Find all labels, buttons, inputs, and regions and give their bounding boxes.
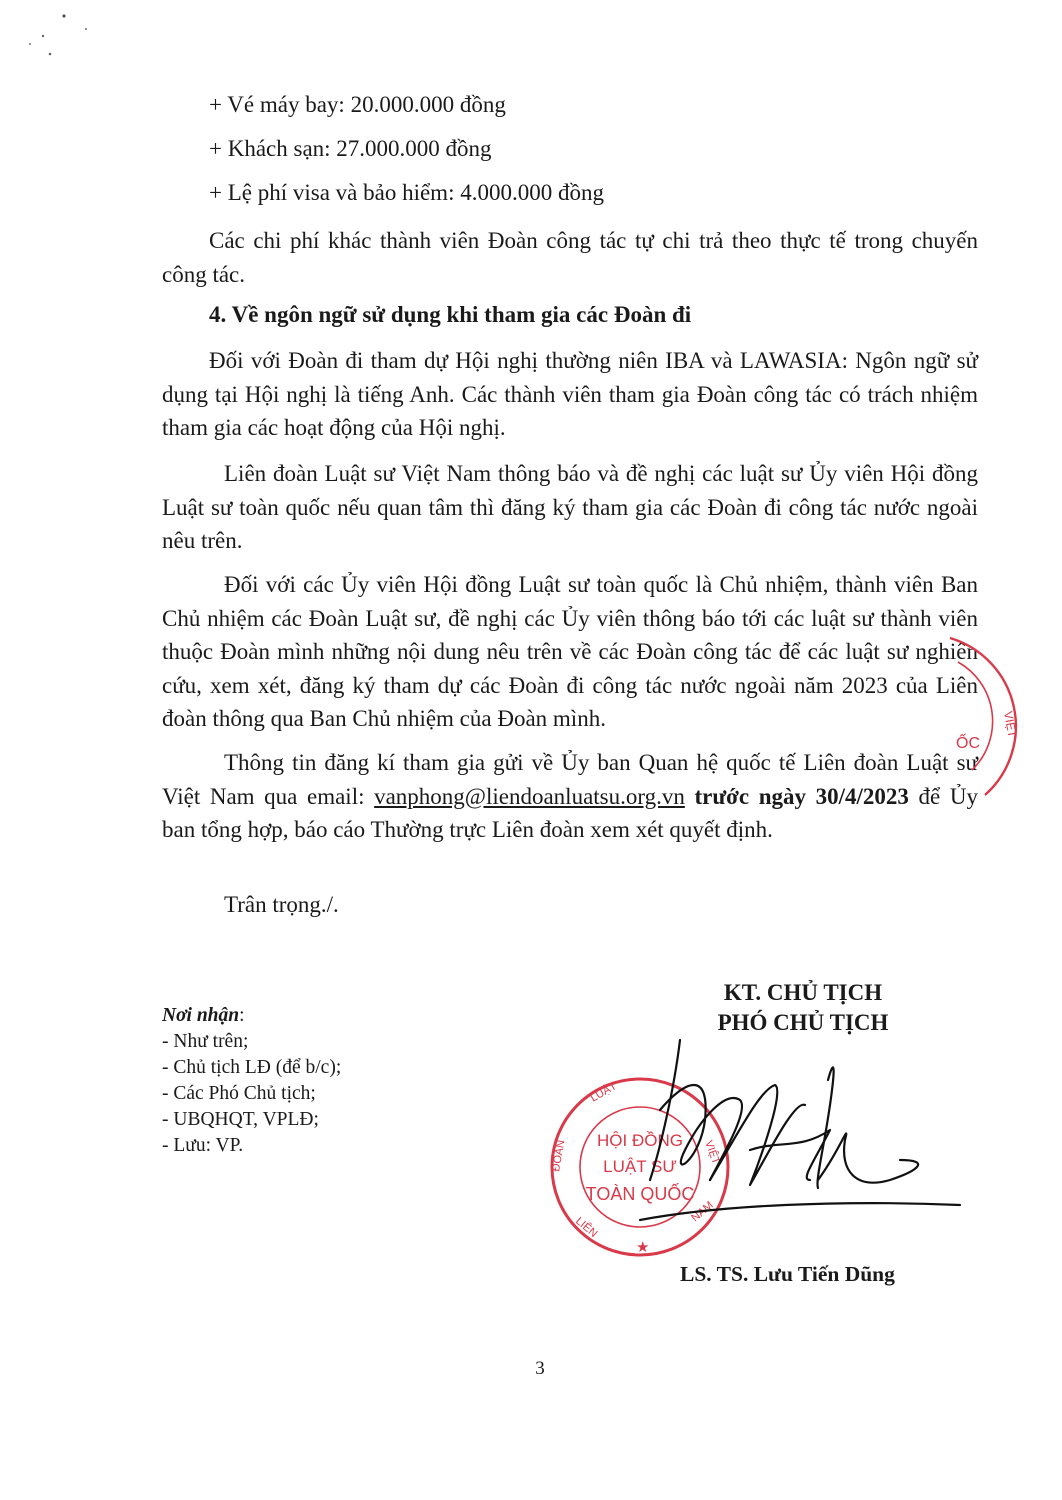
- seal-text-line: HỘI ĐỒNG: [597, 1131, 683, 1150]
- signature-title-line1: KT. CHỦ TỊCH: [723, 980, 883, 1005]
- svg-text:NAM: NAM: [689, 1199, 716, 1225]
- signer-name: LS. TS. Lưu Tiến Dũng: [680, 1262, 895, 1286]
- recipient-item: - Các Phó Chủ tịch;: [162, 1083, 316, 1104]
- cost-line-visa: + Lệ phí visa và bảo hiểm: 4.000.000 đồng: [209, 180, 604, 205]
- registration-paragraph: [162, 746, 978, 847]
- page-number: 3: [535, 1358, 545, 1379]
- recipient-item: - Lưu: VP.: [162, 1135, 244, 1156]
- svg-text:LIÊN: LIÊN: [573, 1215, 600, 1241]
- registration-deadline: trước ngày 30/4/2023: [694, 783, 909, 809]
- scan-specks: [20, 10, 100, 70]
- announce-paragraph: Liên đoàn Luật sư Việt Nam thông báo và đề nghị các luật sư Ủy viên Hội đồng Luật sư toàn quốc nếu quan tâm thì đăng ký tham gia các Đoàn đi công tác nước ngoài nêu trên.: [162, 461, 978, 553]
- svg-text:ĐOÀN: ĐOÀN: [550, 1139, 568, 1173]
- members-paragraph: Đối với các Ủy viên Hội đồng Luật sư toàn quốc là Chủ nhiệm, thành viên Ban Chủ nhiệm các Đoàn Luật sư, đề nghị các Ủy viên thông báo tới các luật sư thành viên thuộc Đoàn mình những nội dung nêu trên về các Đoàn công tác để các luật sư nghiên cứu, xem xét, đăng ký tham dự các Đoàn đi công tác nước ngoài năm 2023 của Liên đoàn thông qua Ban Chủ nhiệm của Đoàn mình.: [162, 572, 978, 731]
- closing-text: Trân trọng./.: [224, 892, 339, 917]
- seal-star-icon: ★: [636, 1240, 650, 1256]
- recipients-block: [162, 1003, 341, 1159]
- seal-text-line: LUẬT SƯ: [603, 1157, 677, 1176]
- svg-text:LUẬT: LUẬT: [588, 1080, 619, 1105]
- svg-text:VIỆT: VIỆT: [1001, 710, 1020, 739]
- registration-tail: để Ủy ban tổng hợp, báo cáo Thường trực Liên đoàn xem xét quyết định.: [162, 783, 978, 842]
- recipient-item: - UBQHQT, VPLĐ;: [162, 1109, 319, 1130]
- cost-line-airfare: + Vé máy bay: 20.000.000 đồng: [209, 92, 506, 117]
- recipient-item: - Chủ tịch LĐ (để b/c);: [162, 1057, 342, 1078]
- partial-seal-mark: [930, 620, 1030, 800]
- svg-text:VIỆT: VIỆT: [702, 1138, 722, 1167]
- recipients-heading: Nơi nhận:: [162, 1005, 245, 1026]
- section-4-heading: 4. Về ngôn ngữ sử dụng khi tham gia các Đoàn đi: [209, 302, 692, 327]
- signature-title-line2: PHÓ CHỦ TỊCH: [717, 1010, 889, 1035]
- section-4-body: Đối với Đoàn đi tham dự Hội nghị thường niên IBA và LAWASIA: Ngôn ngữ sử dụng tại Hội nghị là tiếng Anh. Các thành viên tham gia Đoàn công tác có trách nhiệm tham gia các hoạt động của Hội nghị.: [162, 348, 978, 440]
- svg-text:ỐC: ỐC: [956, 735, 980, 752]
- handwritten-signature: [600, 1030, 970, 1230]
- cost-line-hotel: + Khách sạn: 27.000.000 đồng: [209, 136, 492, 161]
- other-costs-paragraph: Các chi phí khác thành viên Đoàn công tác tự chi trả theo thực tế trong chuyến công tác.: [162, 228, 978, 287]
- registration-email-link[interactable]: vanphong@liendoanluatsu.org.vn: [374, 783, 685, 809]
- recipient-item: - Như trên;: [162, 1031, 249, 1052]
- seal-text-line: TOÀN QUỐC: [585, 1184, 695, 1204]
- registration-intro: Thông tin đăng kí tham gia gửi về Ủy ban Quan hệ quốc tế Liên đoàn Luật sư Việt Nam qua email:: [162, 750, 978, 809]
- signature-title-block: [688, 978, 918, 1038]
